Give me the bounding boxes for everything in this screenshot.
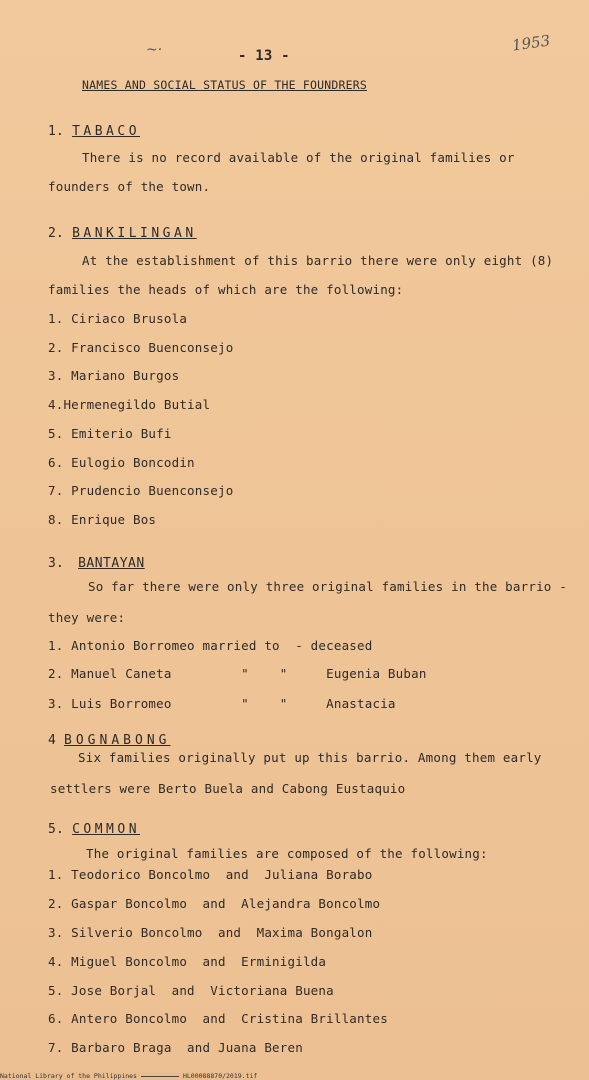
paragraph-line: they were:	[48, 610, 126, 625]
paragraph-line: Six families originally put up this barrio. Among them early	[78, 750, 542, 765]
list-item: 7. Prudencio Buenconsejo	[48, 483, 234, 498]
list-item: 3. Luis Borromeo " " Anastacia	[48, 696, 396, 711]
list-item: 3. Silverio Boncolmo and Maxima Bongalon	[48, 925, 373, 940]
footer-code: HL00088870/2019.tif	[182, 1072, 258, 1080]
list-item: 8. Enrique Bos	[48, 512, 157, 527]
section-heading: 5. COMMON	[48, 822, 141, 837]
list-item: 4.Hermenegildo Butial	[48, 397, 211, 412]
section-heading: 1. TABACO	[48, 124, 141, 139]
footer-rule	[141, 1076, 179, 1077]
list-item: 1. Teodorico Boncolmo and Juliana Borabo	[48, 867, 373, 882]
handwritten-mark-left: ~·	[146, 42, 163, 58]
section-heading: 4 BOGNABONG	[48, 733, 171, 748]
list-item: 2. Manuel Caneta " " Eugenia Buban	[48, 666, 427, 681]
section-heading: 2. BANKILINGAN	[48, 226, 197, 241]
list-item: 1. Ciriaco Brusola	[48, 311, 188, 326]
paragraph-line: So far there were only three original families in the barrio -	[88, 579, 567, 594]
page-title: NAMES AND SOCIAL STATUS OF THE FOUNDRERS	[82, 78, 367, 92]
handwritten-annotation: 1953	[510, 31, 552, 55]
list-item: 5. Jose Borjal and Victoriana Buena	[48, 983, 334, 998]
list-item: 6. Antero Boncolmo and Cristina Brillantes	[48, 1011, 388, 1026]
section-heading: 3. BANTAYAN	[48, 556, 145, 571]
list-item: 1. Antonio Borromeo married to - deceased	[48, 638, 373, 653]
list-item: 7. Barbaro Braga and Juana Beren	[48, 1040, 303, 1055]
paragraph-line: At the establishment of this barrio there were only eight (8)	[82, 253, 554, 268]
paragraph-line: settlers were Berto Buela and Cabong Eustaquio	[50, 781, 406, 796]
list-item: 4. Miguel Boncolmo and Erminigilda	[48, 954, 327, 969]
list-item: 6. Eulogio Boncodin	[48, 455, 195, 470]
list-item: 5. Emiterio Bufi	[48, 426, 172, 441]
footer-source: National Library of the Philippines	[0, 1072, 137, 1080]
paragraph-line: founders of the town.	[48, 179, 211, 194]
list-item: 2. Gaspar Boncolmo and Alejandra Boncolmo	[48, 896, 381, 911]
paragraph-line: families the heads of which are the following:	[48, 282, 404, 297]
paragraph-line: There is no record available of the original families or	[82, 150, 515, 165]
list-item: 3. Mariano Burgos	[48, 368, 180, 383]
page-number: - 13 -	[238, 48, 290, 64]
list-item: 2. Francisco Buenconsejo	[48, 340, 234, 355]
scan-footer	[0, 1072, 257, 1080]
paragraph-line: The original families are composed of the following:	[86, 846, 488, 861]
